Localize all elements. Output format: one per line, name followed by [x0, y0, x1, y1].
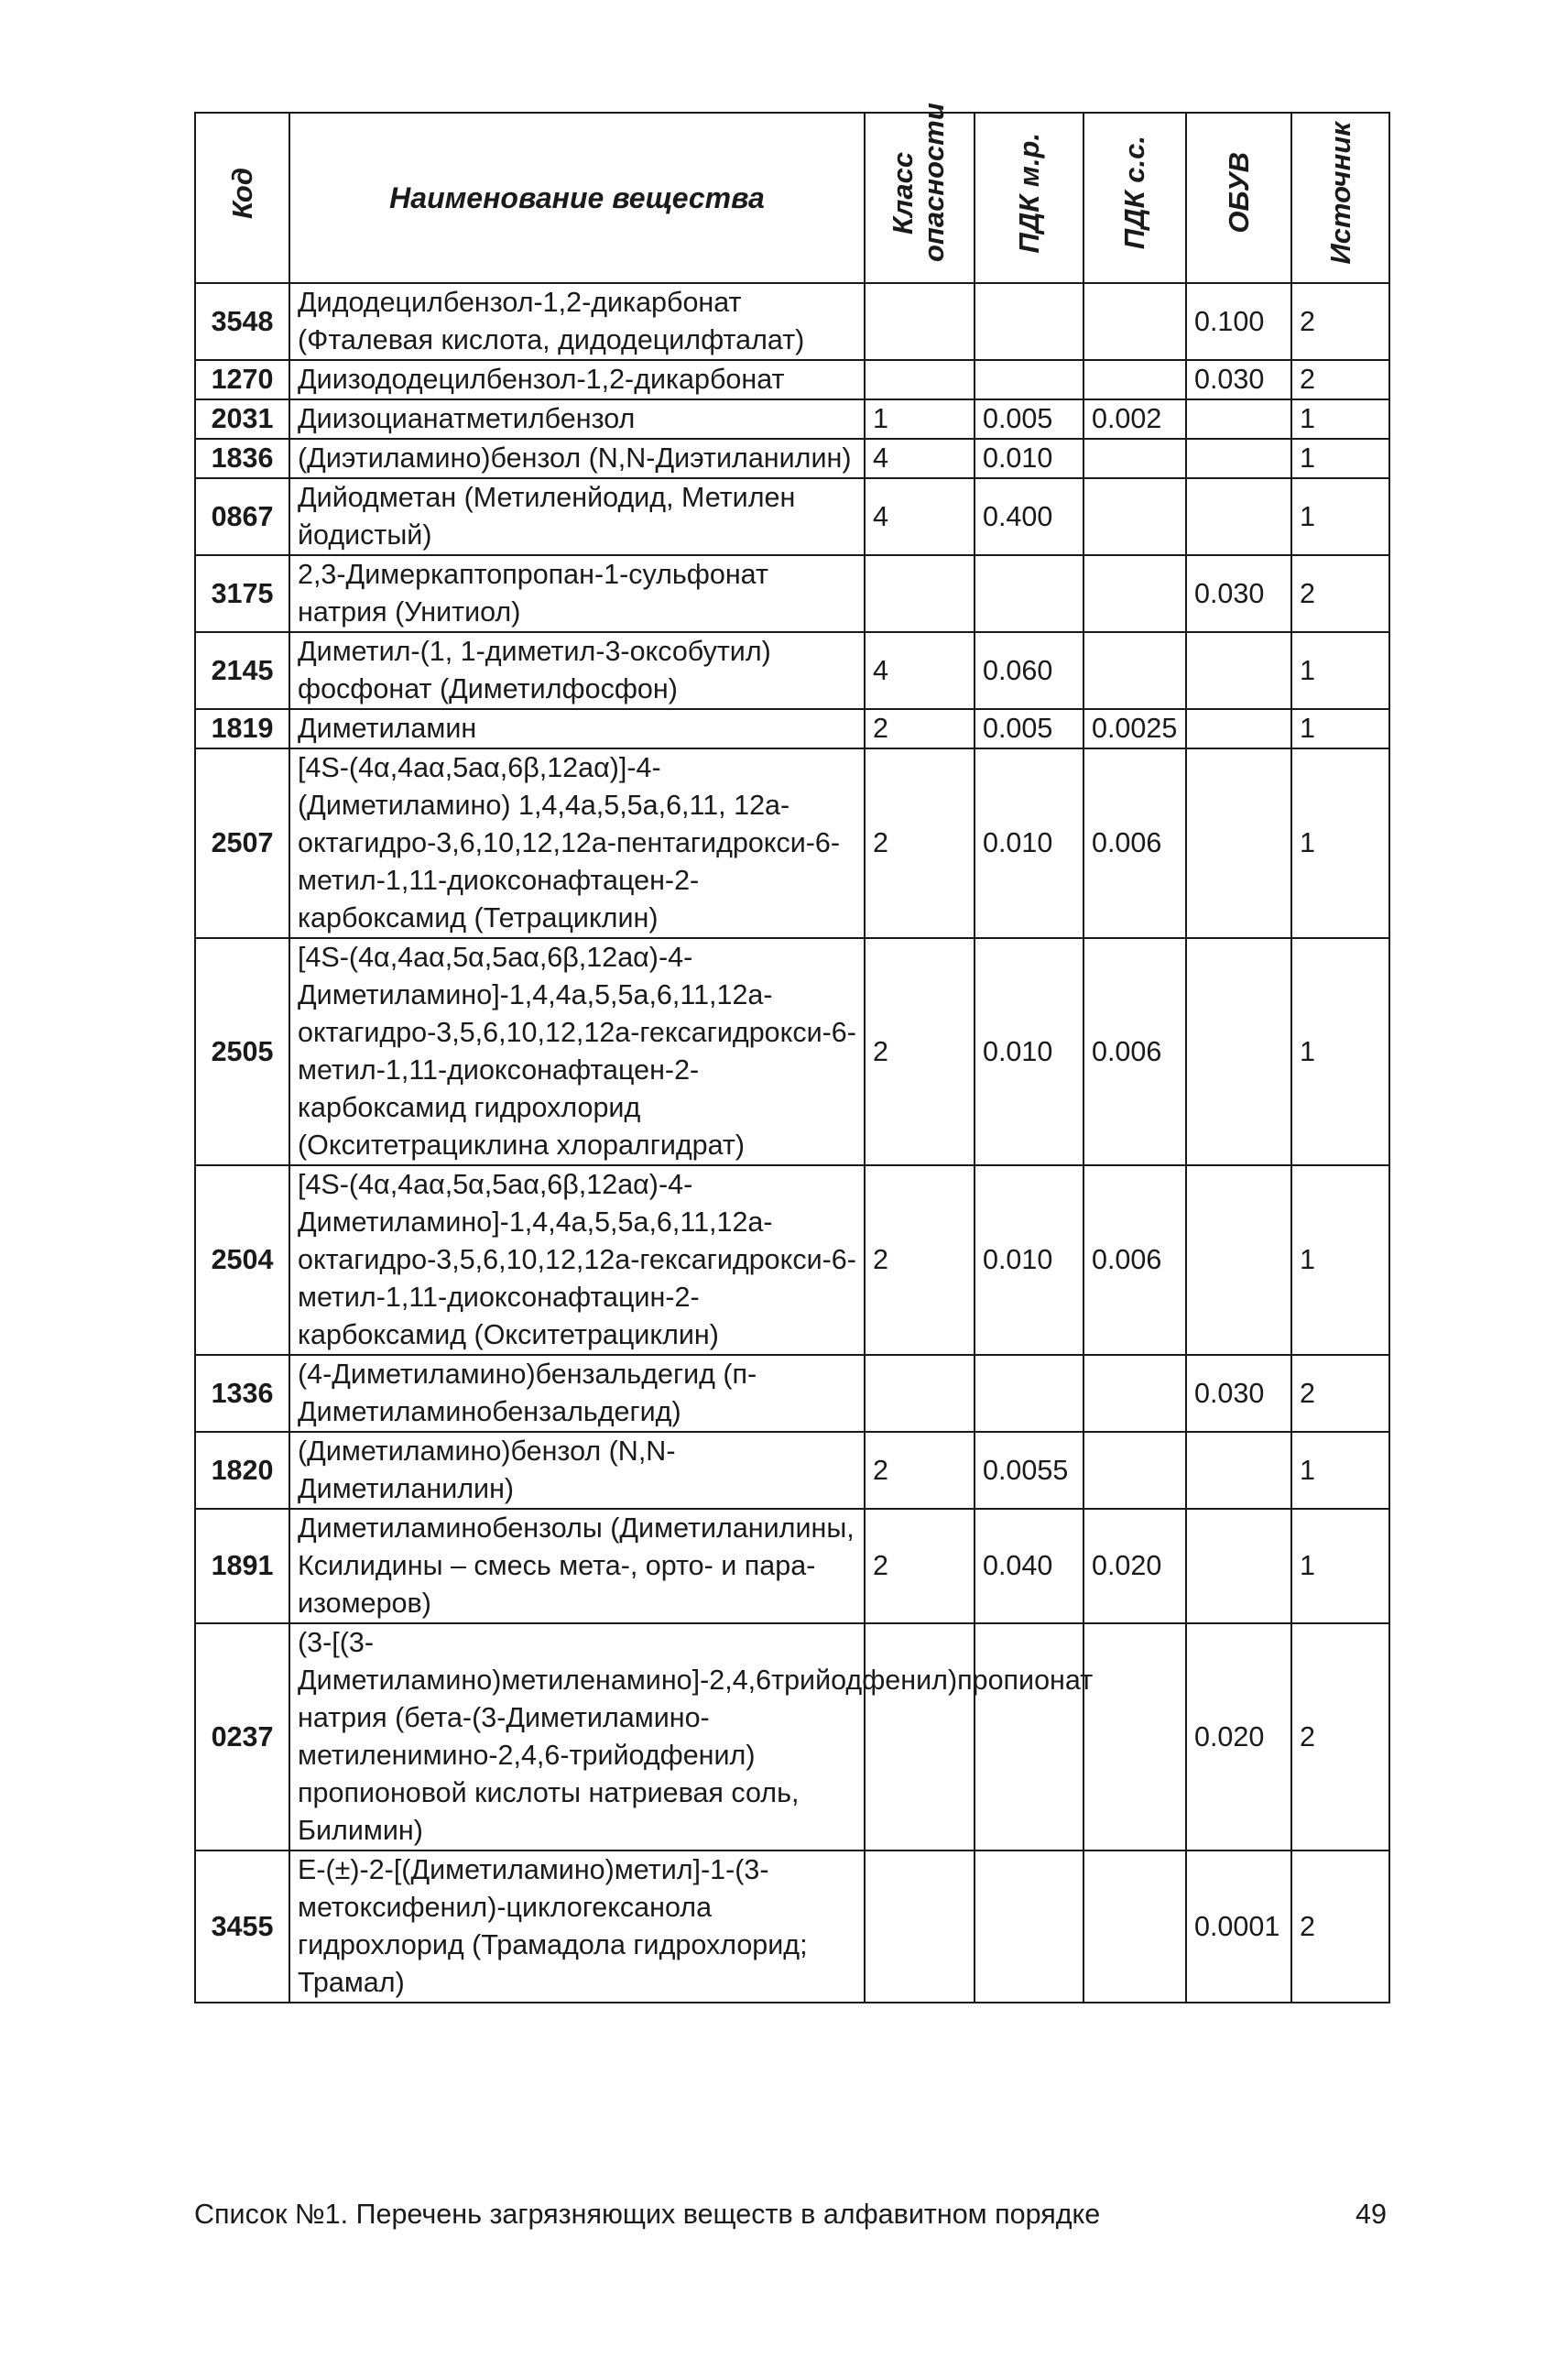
obuv-value: 0.0001: [1186, 1851, 1291, 2003]
substance-name: Диизоцианатметилбензол: [289, 399, 865, 439]
source-value: 1: [1291, 1432, 1389, 1509]
table-row: [195, 1165, 1389, 1355]
substance-code: 2145: [195, 632, 289, 709]
obuv-value: 0.100: [1186, 283, 1291, 360]
source-value: 1: [1291, 1165, 1389, 1355]
substance-code: 2031: [195, 399, 289, 439]
hazard-class: 4: [865, 632, 975, 709]
table-row: [195, 938, 1389, 1165]
hazard-class: [865, 283, 975, 360]
pdk-mr-value: 0.400: [975, 478, 1083, 555]
hazard-class: 2: [865, 1165, 975, 1355]
source-value: 2: [1291, 1623, 1389, 1851]
pdk-mr-value: [975, 555, 1083, 632]
source-value: 1: [1291, 938, 1389, 1165]
source-value: 1: [1291, 1509, 1389, 1623]
obuv-value: [1186, 399, 1291, 439]
pdk-ss-value: [1083, 1623, 1186, 1851]
substance-name: Диметил-(1, 1-диметил-3-оксобутил) фосфонат (Диметилфосфон): [289, 632, 865, 709]
substances-table: [194, 102, 1390, 2003]
pdk-ss-value: [1083, 283, 1186, 360]
pdk-ss-value: [1083, 478, 1186, 555]
obuv-value: [1186, 439, 1291, 478]
pdk-mr-value: [975, 283, 1083, 360]
table-row: [195, 555, 1389, 632]
table-row: [195, 360, 1389, 399]
pdk-mr-value: 0.005: [975, 709, 1083, 748]
pdk-mr-value: 0.060: [975, 632, 1083, 709]
obuv-value: [1186, 1432, 1291, 1509]
substance-code: 3175: [195, 555, 289, 632]
hazard-class: [865, 360, 975, 399]
substance-code: 3548: [195, 283, 289, 360]
substance-name: [4S-(4α,4аα,5α,5аα,6β,12аα)-4-Диметиламино]-1,4,4а,5,5а,6,11,12а-октагидро-3,5,6,10,12,12а-гексагидрокси-6-метил-1,11-диоксонафтацен-2-карбоксамид гидрохлорид (Окситетрациклина хлоралгидрат): [289, 938, 865, 1165]
pdk-mr-value: 0.010: [975, 1165, 1083, 1355]
pdk-mr-value: [975, 1623, 1083, 1851]
substance-code: 0237: [195, 1623, 289, 1851]
substance-name: (Диметиламино)бензол (N,N-Диметиланилин): [289, 1432, 865, 1509]
substance-code: 1836: [195, 439, 289, 478]
source-value: 1: [1291, 748, 1389, 938]
pdk-mr-value: [975, 360, 1083, 399]
pdk-ss-value: [1083, 632, 1186, 709]
header-row: [195, 113, 1389, 283]
source-value: 1: [1291, 439, 1389, 478]
pdk-mr-value: 0.010: [975, 748, 1083, 938]
substance-name: Дидодецилбензол-1,2-дикарбонат (Фталевая кислота, дидодецилфталат): [289, 283, 865, 360]
substance-name: (4-Диметиламино)бензальдегид (п-Диметиламинобензальдегид): [289, 1355, 865, 1432]
source-value: 2: [1291, 555, 1389, 632]
pdk-mr-value: 0.010: [975, 938, 1083, 1165]
substance-code: 0867: [195, 478, 289, 555]
header-pdk-mr: ПДК м.р.: [975, 113, 1083, 283]
header-code: Код: [195, 113, 289, 283]
header-obuv: ОБУВ: [1186, 113, 1291, 283]
obuv-value: 0.020: [1186, 1623, 1291, 1851]
substance-name: Дийодметан (Метиленйодид, Метилен йодистый): [289, 478, 865, 555]
pdk-ss-value: [1083, 1355, 1186, 1432]
hazard-class: [865, 1355, 975, 1432]
pdk-ss-value: 0.020: [1083, 1509, 1186, 1623]
substance-code: 1270: [195, 360, 289, 399]
pdk-mr-value: 0.0055: [975, 1432, 1083, 1509]
substance-code: 1891: [195, 1509, 289, 1623]
pdk-ss-value: 0.006: [1083, 1165, 1186, 1355]
pdk-ss-value: 0.006: [1083, 938, 1186, 1165]
hazard-class: 2: [865, 709, 975, 748]
pdk-ss-value: [1083, 1851, 1186, 2003]
footer-caption: Список №1. Перечень загрязняющих веществ в алфавитном порядке: [194, 2199, 1101, 2230]
substance-name: 2,3-Димеркаптопропан-1-сульфонат натрия (Унитиол): [289, 555, 865, 632]
header-pdk-ss: ПДК с.с.: [1083, 113, 1186, 283]
source-value: 1: [1291, 632, 1389, 709]
pdk-ss-value: [1083, 555, 1186, 632]
source-value: 2: [1291, 1355, 1389, 1432]
substance-name: (Диэтиламино)бензол (N,N-Диэтиланилин): [289, 439, 865, 478]
pdk-ss-value: 0.006: [1083, 748, 1186, 938]
substance-name: (3-[(3-Диметиламино)метиленамино]-2,4,6трийодфенил)пропионат натрия (бета-(3-Диметиламино-метиленимино-2,4,6-трийодфенил) пропионовой кислоты натриевая соль, Билимин): [289, 1623, 865, 1851]
substance-name: Диметиламинобензолы (Диметиланилины, Ксилидины – смесь мета-, орто- и пара-изомеров): [289, 1509, 865, 1623]
table-row: [195, 1355, 1389, 1432]
obuv-value: [1186, 1509, 1291, 1623]
substance-name: Диметиламин: [289, 709, 865, 748]
substance-name: [4S-(4α,4аα,5α,5аα,6β,12аα)-4-Диметиламино]-1,4,4а,5,5а,6,11,12а-октагидро-3,5,6,10,12,12а-гексагидрокси-6-метил-1,11-диоксонафтацин-2-карбоксамид (Окситетрациклин): [289, 1165, 865, 1355]
obuv-value: [1186, 709, 1291, 748]
source-value: 1: [1291, 709, 1389, 748]
substance-code: 1819: [195, 709, 289, 748]
table-row: [195, 632, 1389, 709]
table-row: [195, 1623, 1389, 1851]
substance-name: Е-(±)-2-[(Диметиламино)метил]-1-(3-метоксифенил)-циклогексанола гидрохлорид (Трамадола гидрохлорид; Трамал): [289, 1851, 865, 2003]
header-source: Источник: [1291, 113, 1389, 283]
substance-code: 2507: [195, 748, 289, 938]
pdk-ss-value: [1083, 360, 1186, 399]
header-name: Наименование вещества: [289, 113, 865, 283]
source-value: 1: [1291, 399, 1389, 439]
hazard-class: 2: [865, 1432, 975, 1509]
table-row: [195, 748, 1389, 938]
table-row: [195, 399, 1389, 439]
substance-code: 1820: [195, 1432, 289, 1509]
obuv-value: [1186, 748, 1291, 938]
pdk-ss-value: 0.002: [1083, 399, 1186, 439]
header-hazard-class: Класс опасности: [865, 113, 975, 283]
obuv-value: 0.030: [1186, 555, 1291, 632]
hazard-class: 2: [865, 748, 975, 938]
obuv-value: [1186, 938, 1291, 1165]
substance-name: Диизододецилбензол-1,2-дикарбонат: [289, 360, 865, 399]
substance-code: 2504: [195, 1165, 289, 1355]
obuv-value: [1186, 478, 1291, 555]
pdk-mr-value: 0.040: [975, 1509, 1083, 1623]
obuv-value: 0.030: [1186, 360, 1291, 399]
pdk-mr-value: 0.010: [975, 439, 1083, 478]
table-row: [195, 1851, 1389, 2003]
table-body: [195, 283, 1389, 2003]
substance-code: 3455: [195, 1851, 289, 2003]
table-row: [195, 478, 1389, 555]
obuv-value: [1186, 1165, 1291, 1355]
source-value: 2: [1291, 1851, 1389, 2003]
obuv-value: 0.030: [1186, 1355, 1291, 1432]
substance-code: 1336: [195, 1355, 289, 1432]
substance-name: [4S-(4α,4аα,5аα,6β,12аα)]-4-(Диметиламино) 1,4,4а,5,5а,6,11, 12а-октагидро-3,6,10,12,12а-пентагидрокси-6-метил-1,11-диоксонафтацен-2-карбоксамид (Тетрациклин): [289, 748, 865, 938]
pdk-mr-value: 0.005: [975, 399, 1083, 439]
hazard-class: [865, 555, 975, 632]
hazard-class: 4: [865, 478, 975, 555]
pdk-mr-value: [975, 1355, 1083, 1432]
table-row: [195, 439, 1389, 478]
table-row: [195, 1509, 1389, 1623]
substance-code: 2505: [195, 938, 289, 1165]
hazard-class: [865, 1623, 975, 1851]
pdk-ss-value: [1083, 1432, 1186, 1509]
pdk-mr-value: [975, 1851, 1083, 2003]
source-value: 1: [1291, 478, 1389, 555]
hazard-class: 2: [865, 938, 975, 1165]
page-number: 49: [1356, 2199, 1387, 2230]
table-row: [195, 709, 1389, 748]
pdk-ss-value: 0.0025: [1083, 709, 1186, 748]
hazard-class: [865, 1851, 975, 2003]
hazard-class: 4: [865, 439, 975, 478]
pdk-ss-value: [1083, 439, 1186, 478]
source-value: 2: [1291, 360, 1389, 399]
table-row: [195, 1432, 1389, 1509]
hazard-class: 2: [865, 1509, 975, 1623]
obuv-value: [1186, 632, 1291, 709]
table-row: [195, 283, 1389, 360]
source-value: 2: [1291, 283, 1389, 360]
hazard-class: 1: [865, 399, 975, 439]
